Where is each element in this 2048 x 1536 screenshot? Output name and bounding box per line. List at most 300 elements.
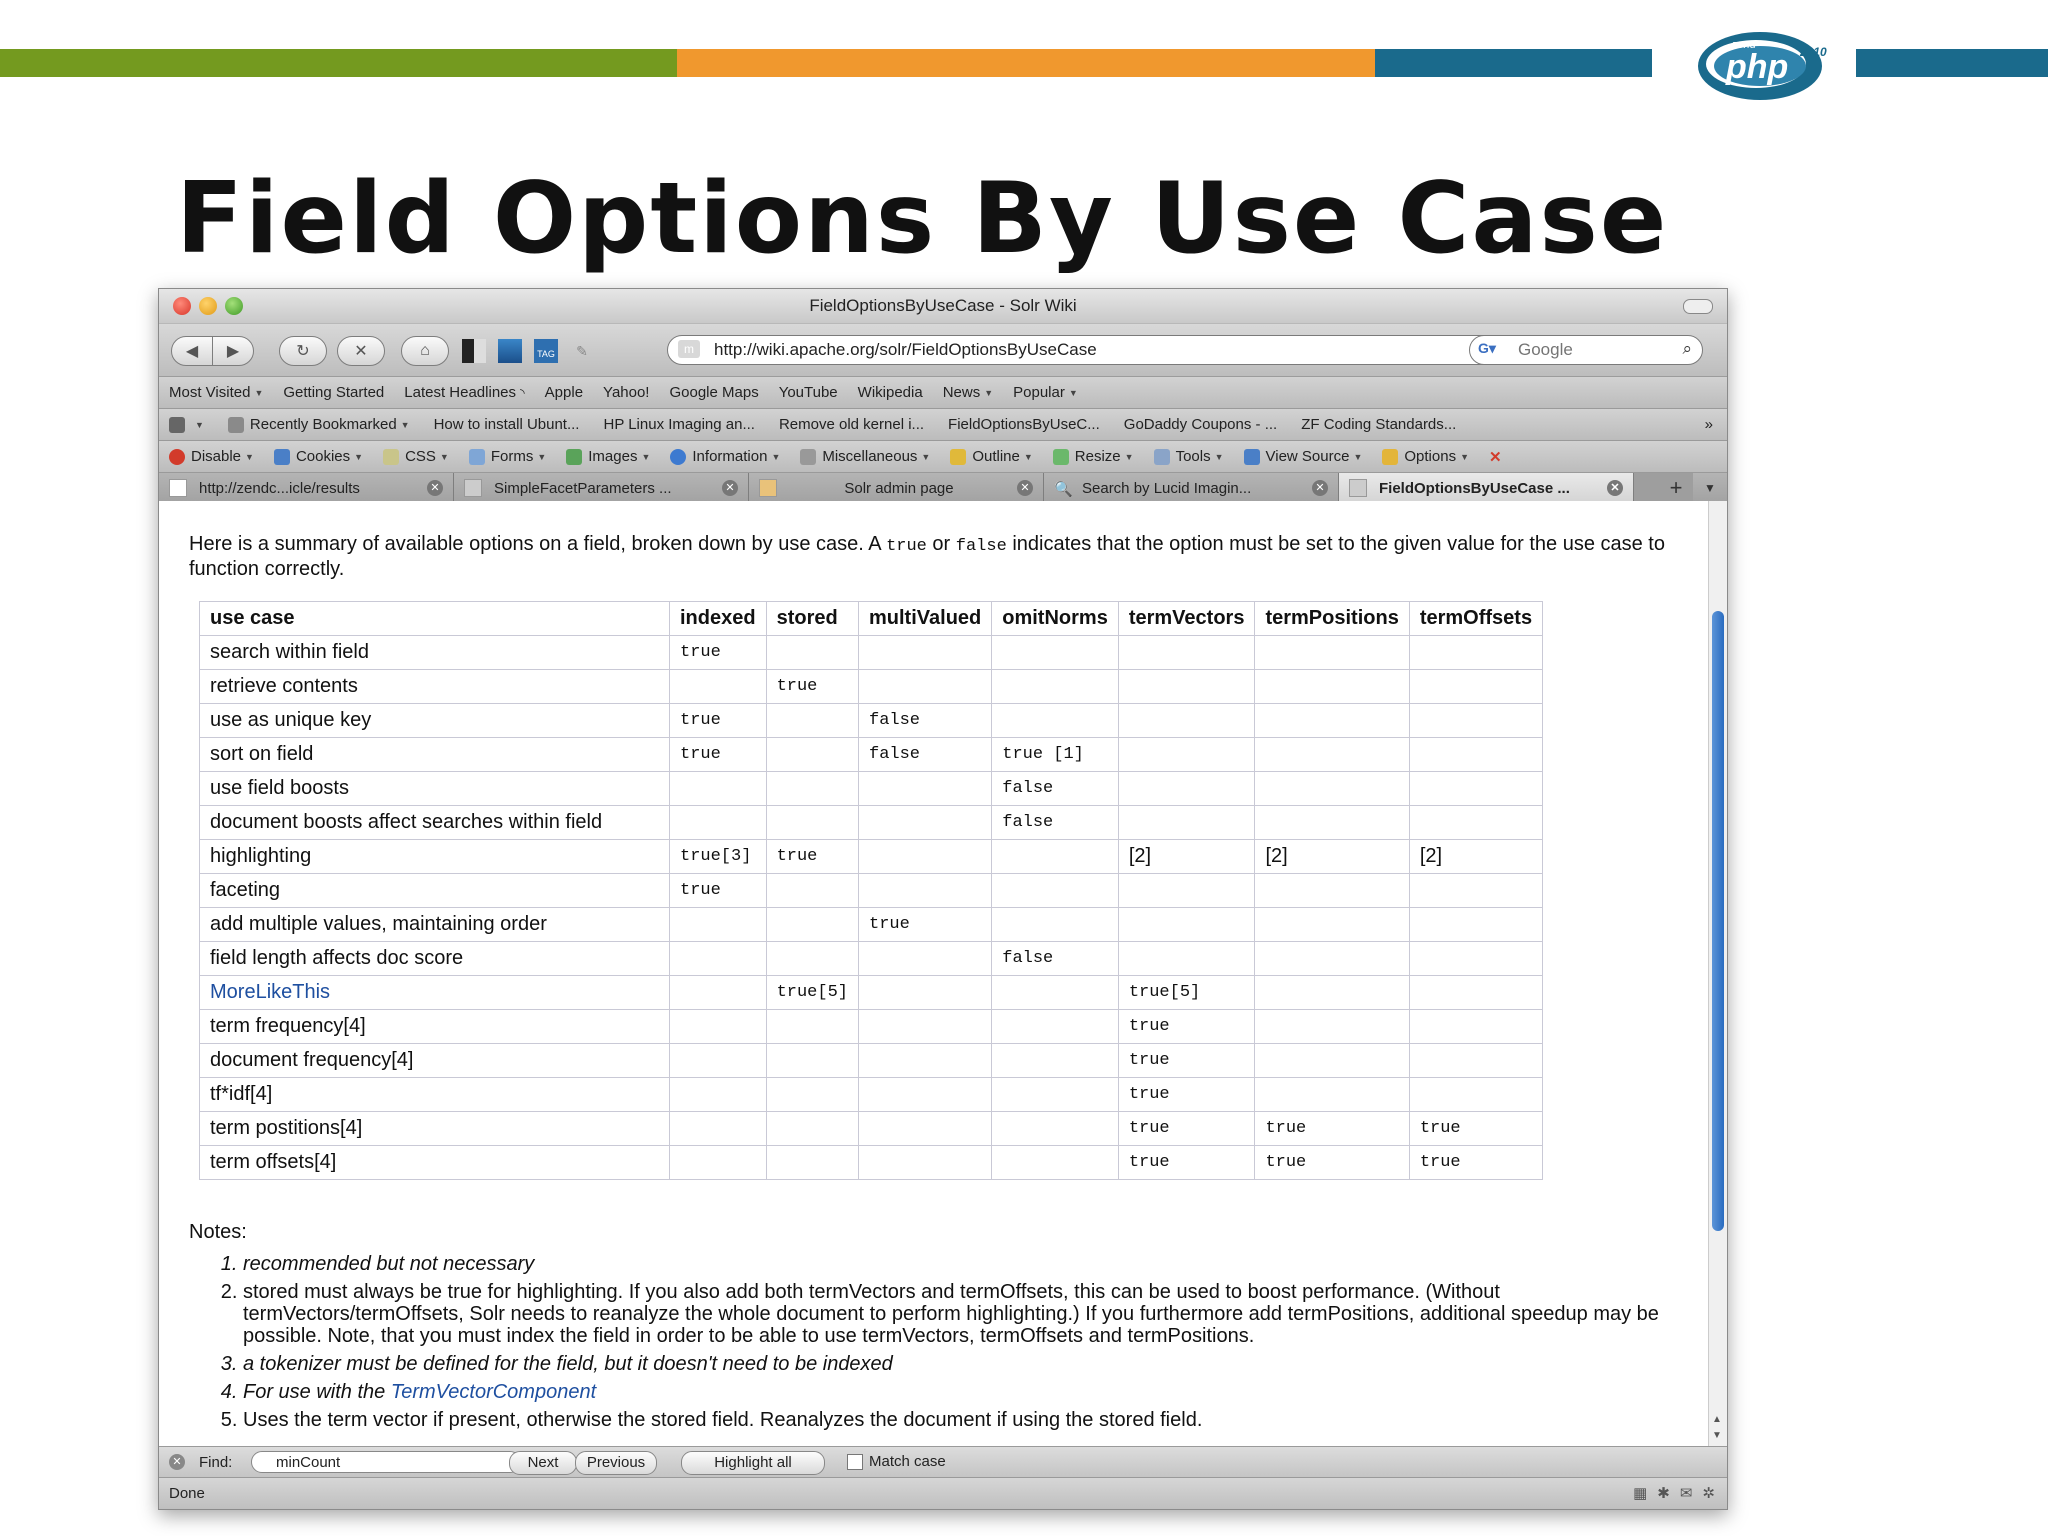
tag-icon: TAG (534, 339, 558, 363)
column-header: indexed (670, 602, 767, 636)
logo-php-text: php (1726, 48, 1789, 86)
option-cell (1255, 1044, 1409, 1078)
notes-heading: Notes: (189, 1221, 247, 1243)
option-cell (859, 1112, 992, 1146)
option-cell (1118, 738, 1255, 772)
extension-button[interactable] (569, 338, 595, 364)
zend-php-logo (1680, 18, 1840, 110)
tab-zend-results[interactable]: http://zendc...icle/results ✕ (159, 473, 454, 503)
header-band-green (0, 49, 677, 77)
tools-icon (1154, 449, 1170, 465)
list-all-tabs-icon: ▼ (1704, 481, 1716, 495)
bookmarks-menu-icon (169, 417, 185, 433)
use-case-cell: search within field (200, 636, 670, 670)
term-vector-component-link[interactable]: TermVectorComponent (390, 1381, 597, 1403)
page-content (159, 501, 1709, 1447)
option-cell (1409, 1010, 1542, 1044)
option-cell: true (1409, 1146, 1542, 1180)
option-cell (1409, 670, 1542, 704)
window-titlebar (159, 289, 1727, 324)
option-cell (1409, 874, 1542, 908)
option-cell (670, 1146, 767, 1180)
stop-icon: ✕ (354, 343, 368, 360)
smart-bookmarks-menu[interactable] (169, 417, 204, 433)
match-case-option[interactable] (847, 1453, 946, 1470)
option-cell: true (859, 908, 992, 942)
delicious-icon (462, 339, 486, 363)
table-body (200, 636, 1543, 1180)
option-cell (1409, 806, 1542, 840)
option-cell: true[3] (670, 840, 767, 874)
option-cell: true (1255, 1146, 1409, 1180)
option-cell (859, 1146, 992, 1180)
outline-pencil-icon (950, 449, 966, 465)
option-cell (859, 874, 992, 908)
option-cell: true (670, 704, 767, 738)
tab-close-icon[interactable]: ✕ (1312, 480, 1328, 496)
search-icon: 🔍 (1054, 481, 1073, 498)
option-cell (1118, 670, 1255, 704)
wiki-favicon-icon (464, 479, 482, 497)
option-cell (1409, 1044, 1542, 1078)
information-icon (670, 449, 686, 465)
use-case-cell: retrieve contents (200, 670, 670, 704)
column-header: termPositions (1255, 602, 1409, 636)
devbar-disable[interactable]: Disable ▼ (169, 448, 254, 465)
bookmark-youtube[interactable]: YouTube (778, 384, 838, 401)
back-button[interactable] (171, 336, 213, 366)
option-cell (1255, 1010, 1409, 1044)
reload-icon: ↻ (296, 343, 310, 360)
option-cell (766, 806, 858, 840)
bookmark-recently-bookmarked[interactable]: Recently Bookmarked ▼ (228, 416, 410, 433)
intro-paragraph: Here is a summary of available options on a field, broken down by use case. A true or false indicates that the option must be set to the given value for the use case to function correctly. (189, 533, 1665, 580)
option-cell (670, 942, 767, 976)
column-header: stored (766, 602, 858, 636)
table-row (200, 1078, 1543, 1112)
rss-icon: ◝ (520, 385, 525, 400)
devbar-outline[interactable]: Outline ▼ (950, 448, 1032, 465)
chevron-down-icon: ▼ (1460, 451, 1469, 462)
option-cell (766, 1112, 858, 1146)
firebug-icon[interactable]: ✲ (1702, 1485, 1715, 1502)
option-cell: true (1118, 1010, 1255, 1044)
note-4: 4. For use with the TermVectorComponent (243, 1381, 1709, 1403)
logo-year-text: 2010 (1800, 45, 1827, 59)
table-row (200, 1010, 1543, 1044)
option-cell (766, 942, 858, 976)
options-key-icon (1382, 449, 1398, 465)
table-row (200, 806, 1543, 840)
forward-icon: ▶ (226, 343, 240, 360)
reload-button[interactable] (279, 336, 327, 366)
find-next-button[interactable]: Next (509, 1451, 577, 1475)
puzzle-icon: ✎ (576, 342, 588, 359)
bookmark-getting-started[interactable]: Getting Started (283, 384, 385, 401)
option-cell: true (1118, 1112, 1255, 1146)
option-cell: true (670, 636, 767, 670)
option-cell (1409, 976, 1542, 1010)
option-cell (670, 1010, 767, 1044)
devbar-forms[interactable]: Forms ▼ (469, 448, 546, 465)
search-box[interactable] (1469, 335, 1703, 365)
use-case-cell: use field boosts (200, 772, 670, 806)
option-cell (1409, 772, 1542, 806)
option-cell (859, 1010, 992, 1044)
option-cell (992, 1112, 1119, 1146)
bookmark-latest-headlines[interactable]: Latest Headlines ◝ (404, 384, 525, 401)
table-row (200, 942, 1543, 976)
table-row (200, 704, 1543, 738)
option-cell (1409, 908, 1542, 942)
header-band-blue (1375, 49, 1652, 77)
option-cell (766, 1078, 858, 1112)
option-cell: true (1118, 1078, 1255, 1112)
option-cell: false (992, 806, 1119, 840)
option-cell: true (670, 738, 767, 772)
bookmark-icon (498, 339, 522, 363)
option-cell (766, 704, 858, 738)
option-cell (1255, 874, 1409, 908)
table-row (200, 874, 1543, 908)
option-cell (992, 636, 1119, 670)
option-cell (992, 1146, 1119, 1180)
tab-field-options[interactable]: FieldOptionsByUseCase ... ✕ (1339, 473, 1634, 503)
search-input[interactable] (1518, 340, 1658, 360)
url-text[interactable]: http://wiki.apache.org/solr/FieldOptionsByUseCase (714, 340, 1097, 359)
option-cell (992, 704, 1119, 738)
chevron-down-icon: ▼ (537, 451, 547, 462)
option-cell (670, 1078, 767, 1112)
option-cell: true[5] (766, 976, 858, 1010)
column-header: termVectors (1118, 602, 1255, 636)
devbar-cookies[interactable]: Cookies ▼ (274, 448, 363, 465)
column-header: multiValued (859, 602, 992, 636)
table-row (200, 976, 1543, 1010)
option-cell (1255, 976, 1409, 1010)
bookmark-button[interactable] (497, 338, 523, 364)
header-band-orange (677, 49, 1375, 77)
logo-zend-text: zend (1732, 39, 1756, 51)
option-cell: true (1255, 1112, 1409, 1146)
option-cell (1409, 1078, 1542, 1112)
column-header: termOffsets (1409, 602, 1542, 636)
use-case-cell: field length affects doc score (200, 942, 670, 976)
new-tab-button[interactable] (1661, 473, 1691, 503)
option-cell (992, 976, 1119, 1010)
option-cell: true (766, 670, 858, 704)
option-cell (992, 840, 1119, 874)
table-row (200, 738, 1543, 772)
tab-close-icon[interactable]: ✕ (1607, 480, 1623, 496)
option-cell: false (992, 942, 1119, 976)
chevron-down-icon: ▼ (984, 387, 994, 398)
snowflake-icon[interactable]: ✱ (1657, 1485, 1670, 1502)
forms-icon (469, 449, 485, 465)
bookmarks-overflow-chevron-icon[interactable]: » (1704, 416, 1713, 433)
plus-icon: + (1669, 475, 1683, 500)
option-cell (766, 908, 858, 942)
option-cell (1118, 772, 1255, 806)
table-header-row (200, 602, 1543, 636)
option-cell (992, 908, 1119, 942)
chevron-down-icon: ▼ (1068, 387, 1078, 398)
use-case-cell[interactable]: MoreLikeThis (200, 976, 670, 1010)
option-cell (1118, 908, 1255, 942)
option-cell (992, 670, 1119, 704)
find-label: Find: (199, 1454, 233, 1471)
bookmarks-toolbar (159, 377, 1727, 409)
table-row (200, 840, 1543, 874)
option-cell (1255, 806, 1409, 840)
devbar-css[interactable]: CSS ▼ (383, 448, 449, 465)
option-cell (1255, 942, 1409, 976)
chevron-down-icon: ▼ (400, 419, 410, 430)
option-cell (859, 806, 992, 840)
table-header (200, 602, 1543, 636)
back-icon: ◀ (185, 343, 199, 360)
chevron-down-icon: ▼ (771, 451, 781, 462)
match-case-label: Match case (869, 1453, 946, 1470)
option-cell (1255, 908, 1409, 942)
option-cell: false (859, 704, 992, 738)
bookmark-zf-coding[interactable]: ZF Coding Standards... (1301, 416, 1457, 433)
option-cell (1118, 806, 1255, 840)
status-bar (159, 1477, 1727, 1509)
devbar-close-icon[interactable]: ✕ (1489, 448, 1502, 466)
bookmark-fieldoptions[interactable]: FieldOptionsByUseC... (948, 416, 1100, 433)
option-cell (859, 636, 992, 670)
option-cell (1409, 738, 1542, 772)
note-1: 1. recommended but not necessary (243, 1253, 1709, 1275)
tab-close-icon[interactable]: ✕ (427, 480, 443, 496)
option-cell: true (1118, 1146, 1255, 1180)
notes-list (199, 1253, 1709, 1437)
home-button[interactable] (401, 336, 449, 366)
option-cell (992, 1044, 1119, 1078)
stop-button[interactable] (337, 336, 385, 366)
option-cell: [2] (1118, 840, 1255, 874)
option-cell (1255, 1078, 1409, 1112)
find-input[interactable] (251, 1451, 521, 1473)
use-case-cell: use as unique key (200, 704, 670, 738)
use-case-cell: highlighting (200, 840, 670, 874)
search-magnifier-icon[interactable]: ⌕ (1682, 339, 1692, 358)
option-cell: false (859, 738, 992, 772)
css-icon (383, 449, 399, 465)
option-cell (1255, 738, 1409, 772)
highlight-all-button[interactable]: Highlight all (681, 1451, 825, 1475)
scrollbar-thumb[interactable] (1712, 611, 1724, 1231)
browser-window (158, 288, 1728, 1510)
devbar-miscellaneous[interactable]: Miscellaneous ▼ (800, 448, 930, 465)
tab-close-icon[interactable]: ✕ (1017, 480, 1033, 496)
resize-icon (1053, 449, 1069, 465)
option-cell (670, 908, 767, 942)
chevron-down-icon: ▼ (354, 451, 364, 462)
bookmark-google-maps[interactable]: Google Maps (669, 384, 759, 401)
bookmark-ubuntu[interactable]: How to install Ubunt... (433, 416, 580, 433)
use-case-cell: document frequency[4] (200, 1044, 670, 1078)
bookmark-yahoo[interactable]: Yahoo! (603, 384, 650, 401)
tab-lucid-search[interactable]: 🔍 Search by Lucid Imagin... ✕ (1044, 473, 1339, 503)
miscellaneous-icon (800, 449, 816, 465)
option-cell (766, 1010, 858, 1044)
find-previous-button[interactable]: Previous (575, 1451, 657, 1475)
table-row (200, 1146, 1543, 1180)
use-case-cell: document boosts affect searches within field (200, 806, 670, 840)
chevron-down-icon: ▼ (921, 451, 931, 462)
option-cell (766, 636, 858, 670)
status-text: Done (169, 1485, 205, 1502)
tab-simple-facet[interactable]: SimpleFacetParameters ... ✕ (454, 473, 749, 503)
chevron-down-icon: ▼ (195, 419, 204, 430)
match-case-checkbox[interactable] (847, 1454, 863, 1470)
bookmark-most-visited[interactable]: Most Visited ▼ (169, 384, 264, 401)
chevron-down-icon: ▼ (254, 387, 264, 398)
option-cell (859, 1078, 992, 1112)
option-cell (1409, 942, 1542, 976)
option-cell (766, 772, 858, 806)
home-icon: ⌂ (420, 342, 430, 359)
use-case-cell: faceting (200, 874, 670, 908)
option-cell (670, 976, 767, 1010)
devbar-view-source[interactable]: View Source ▼ (1244, 448, 1363, 465)
option-cell (992, 1010, 1119, 1044)
option-cell (992, 1078, 1119, 1112)
option-cell (1409, 704, 1542, 738)
tag-button[interactable] (533, 338, 559, 364)
option-cell (1118, 704, 1255, 738)
note-3: 3. a tokenizer must be defined for the field, but it doesn't need to be indexed (243, 1353, 1709, 1375)
use-case-cell: tf*idf[4] (200, 1078, 670, 1112)
solr-favicon-icon (759, 479, 777, 497)
site-favicon-icon: m (678, 340, 700, 358)
bookmark-hp-linux[interactable]: HP Linux Imaging an... (603, 416, 755, 433)
vertical-scrollbar[interactable] (1708, 501, 1727, 1447)
column-header: use case (200, 602, 670, 636)
view-source-icon (1244, 449, 1260, 465)
table-row (200, 1044, 1543, 1078)
option-cell: true [1] (992, 738, 1119, 772)
window-title: FieldOptionsByUseCase - Solr Wiki (809, 296, 1077, 315)
use-case-cell: add multiple values, maintaining order (200, 908, 670, 942)
option-cell (859, 942, 992, 976)
use-case-cell: term offsets[4] (200, 1146, 670, 1180)
delicious-status-icon[interactable]: ▦ (1633, 1485, 1648, 1502)
url-bar[interactable] (667, 335, 1609, 365)
chevron-down-icon: ▼ (439, 451, 449, 462)
table-row (200, 636, 1543, 670)
delicious-button[interactable] (461, 338, 487, 364)
navigation-toolbar (159, 324, 1727, 377)
option-cell: true (1118, 1044, 1255, 1078)
devbar-images[interactable]: Images ▼ (566, 448, 650, 465)
table-row (200, 908, 1543, 942)
status-icons (1633, 1484, 1715, 1502)
page-icon (169, 479, 187, 497)
option-cell (670, 670, 767, 704)
chevron-down-icon: ▼ (641, 451, 651, 462)
devbar-information[interactable]: Information ▼ (670, 448, 780, 465)
bookmark-popular[interactable]: Popular ▼ (1013, 384, 1078, 401)
note-2: 2. stored must always be true for highlighting. If you also add both termVectors and termOffsets, this can be used to boost performance. (Without termVectors/termOffsets, Solr needs to reanalyze the whole document to perform highlighting.) If you furthermore add termPositions, additional speedup may be possible. Note, that you must index the field in order to be able to use termVectors, termOffsets and termPositions. (243, 1281, 1709, 1347)
option-cell (859, 772, 992, 806)
option-cell: false (992, 772, 1119, 806)
slide-title: Field Options By Use Case (176, 162, 1669, 276)
google-search-engine-icon[interactable]: G▾ (1478, 340, 1496, 356)
option-cell: true (1409, 1112, 1542, 1146)
devbar-resize[interactable]: Resize ▼ (1053, 448, 1134, 465)
option-cell (1255, 670, 1409, 704)
option-cell (1118, 942, 1255, 976)
option-cell (1118, 874, 1255, 908)
use-case-cell: term postitions[4] (200, 1112, 670, 1146)
find-bar (159, 1446, 1727, 1478)
option-cell: [2] (1255, 840, 1409, 874)
tab-list-button[interactable] (1693, 473, 1727, 503)
scroll-up-arrow-icon[interactable]: ▲ (1712, 1414, 1722, 1425)
bookmark-news[interactable]: News ▼ (942, 384, 994, 401)
use-case-cell: term frequency[4] (200, 1010, 670, 1044)
bookmark-wikipedia[interactable]: Wikipedia (857, 384, 923, 401)
web-developer-toolbar (159, 441, 1727, 473)
option-cell (670, 806, 767, 840)
bookmark-godaddy[interactable]: GoDaddy Coupons - ... (1123, 416, 1278, 433)
bookmark-remove-kernel[interactable]: Remove old kernel i... (778, 416, 925, 433)
option-cell: true (670, 874, 767, 908)
devbar-options[interactable]: Options ▼ (1382, 448, 1469, 465)
option-cell (1255, 636, 1409, 670)
option-cell (1255, 704, 1409, 738)
toolbar-toggle-button[interactable] (1683, 299, 1713, 314)
mail-icon[interactable]: ✉ (1679, 1485, 1693, 1502)
option-cell (1409, 636, 1542, 670)
option-cell (670, 1044, 767, 1078)
devbar-tools[interactable]: Tools ▼ (1154, 448, 1224, 465)
note-5: 5. Uses the term vector if present, otherwise the stored field. Reanalyzes the document if using the stored field. (243, 1409, 1709, 1431)
chevron-down-icon: ▼ (1023, 451, 1033, 462)
option-cell (766, 1044, 858, 1078)
option-cell (859, 840, 992, 874)
option-cell: true (766, 840, 858, 874)
disable-icon (169, 449, 185, 465)
find-close-icon[interactable]: ✕ (169, 1454, 185, 1470)
option-cell (670, 772, 767, 806)
field-options-table (199, 601, 1543, 1180)
option-cell: true[5] (1118, 976, 1255, 1010)
header-band-blue-right (1856, 49, 2048, 77)
wiki-favicon-icon (1349, 479, 1367, 497)
folder-icon (228, 417, 244, 433)
tab-close-icon[interactable]: ✕ (722, 480, 738, 496)
option-cell (766, 1146, 858, 1180)
option-cell (859, 1044, 992, 1078)
option-cell (1255, 772, 1409, 806)
bookmark-apple[interactable]: Apple (544, 384, 584, 401)
option-cell (859, 670, 992, 704)
option-cell (992, 874, 1119, 908)
chevron-down-icon: ▼ (1214, 451, 1224, 462)
tab-solr-admin[interactable]: Solr admin page ✕ (749, 473, 1044, 503)
use-case-cell: sort on field (200, 738, 670, 772)
scroll-down-arrow-icon[interactable]: ▼ (1712, 1430, 1722, 1441)
option-cell (766, 738, 858, 772)
chevron-down-icon: ▼ (1124, 451, 1134, 462)
images-icon (566, 449, 582, 465)
bookmarks-toolbar-2 (159, 409, 1727, 441)
forward-button[interactable] (212, 336, 254, 366)
